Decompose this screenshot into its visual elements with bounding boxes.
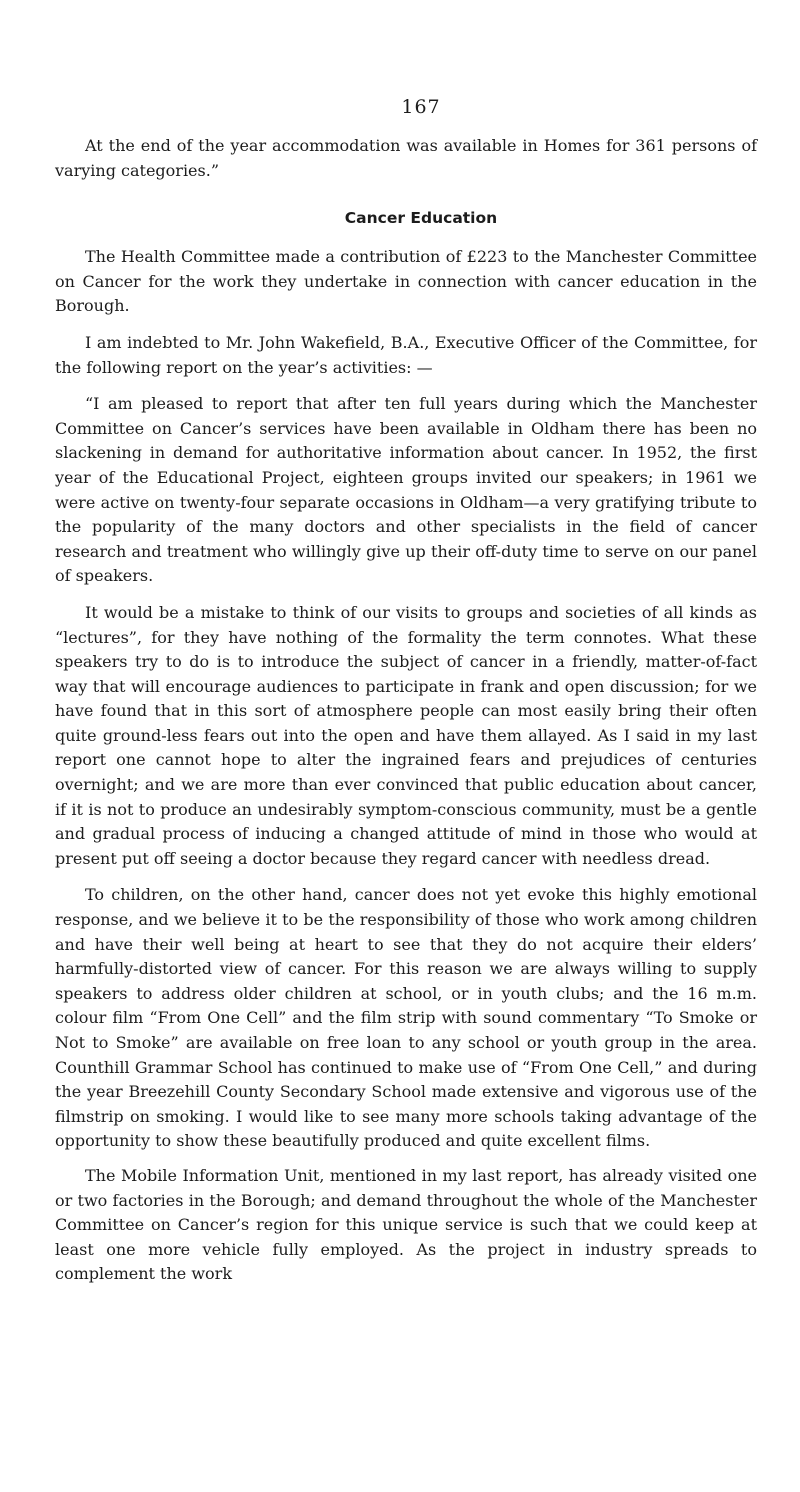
- paragraph-health-committee: The Health Committee made a contribution of £223 to the Manchester Committee on Cancer for the work they undertake in connection with cancer education in the Borough.: [55, 247, 757, 316]
- paragraph-report-intro: “I am pleased to report that after ten full years during which the Manchester Committee on Cancer’s services have been available in Oldham there has been no slackening in demand for authoritative information about cancer. In 1952, the first year of the Educational Project, eighteen groups invited our speakers; in 1961 we were active on twenty-four separate occasions in Oldham—a very gratifying tribute to the popularity of the many doctors and other specialists in the field of cancer research and treatment who willingly give up their off-duty time to serve on our panel of speakers.: [55, 394, 757, 586]
- paragraph-mobile-unit: The Mobile Information Unit, mentioned in my last report, has already visited one or two factories in the Borough; and demand throughout the whole of the Manchester Committee on Cancer’s region for this unique service is such that we could keep at least one more vehicle fully employed. As the project in industry spreads to complement the work: [55, 1165, 757, 1284]
- section-heading: Cancer Education: [344, 209, 498, 228]
- document-page: [55, 96, 757, 1299]
- page-number: 167: [401, 96, 441, 118]
- paragraph-acknowledgement: I am indebted to Mr. John Wakefield, B.A., Executive Officer of the Committee, for the following report on the year’s activities: —: [55, 332, 757, 377]
- paragraph-homes-accommodation: At the end of the year accommodation was available in Homes for 361 persons of varying categories.”: [55, 136, 757, 180]
- paragraph-lectures: It would be a mistake to think of our visits to groups and societies of all kinds as “lectures”, for they have nothing of the formality the term connotes. What these speakers try to do is to introduce the subject of cancer in a friendly, matter-of-fact way that will encourage audiences to participate in frank and open discussion; for we have found that in this sort of atmosphere people can most easily bring their often quite ground-less fears out into the open and have them allayed. As I said in my last report one cannot hope to alter the ingrained fears and prejudices of centuries overnight; and we are more than ever convinced that public education about cancer, if it is not to produce an undesirably symptom-conscious community, must be a gentle and gradual process of inducing a changed attitude of mind in those who would at present put off seeing a doctor because they regard cancer with needless dread.: [55, 602, 757, 868]
- paragraph-children: To children, on the other hand, cancer does not yet evoke this highly emotional response, and we believe it to be the responsibility of those who work among children and have their well being at heart to see that they do not acquire their elders’ harmfully-distorted view of cancer. For this reason we are always willing to supply speakers to address older children at school, or in youth clubs; and the 16 m.m. colour film “From One Cell” and the film strip with sound commentary “To Smoke or Not to Smoke” are available on free loan to any school or youth group in the area. Counthill Grammar School has continued to make use of “From One Cell,” and during the year Breezehill County Secondary School made extensive and vigorous use of the filmstrip on smoking. I would like to see many more schools taking advantage of the opportunity to show these beautifully produced and quite excellent films.: [55, 885, 757, 1151]
